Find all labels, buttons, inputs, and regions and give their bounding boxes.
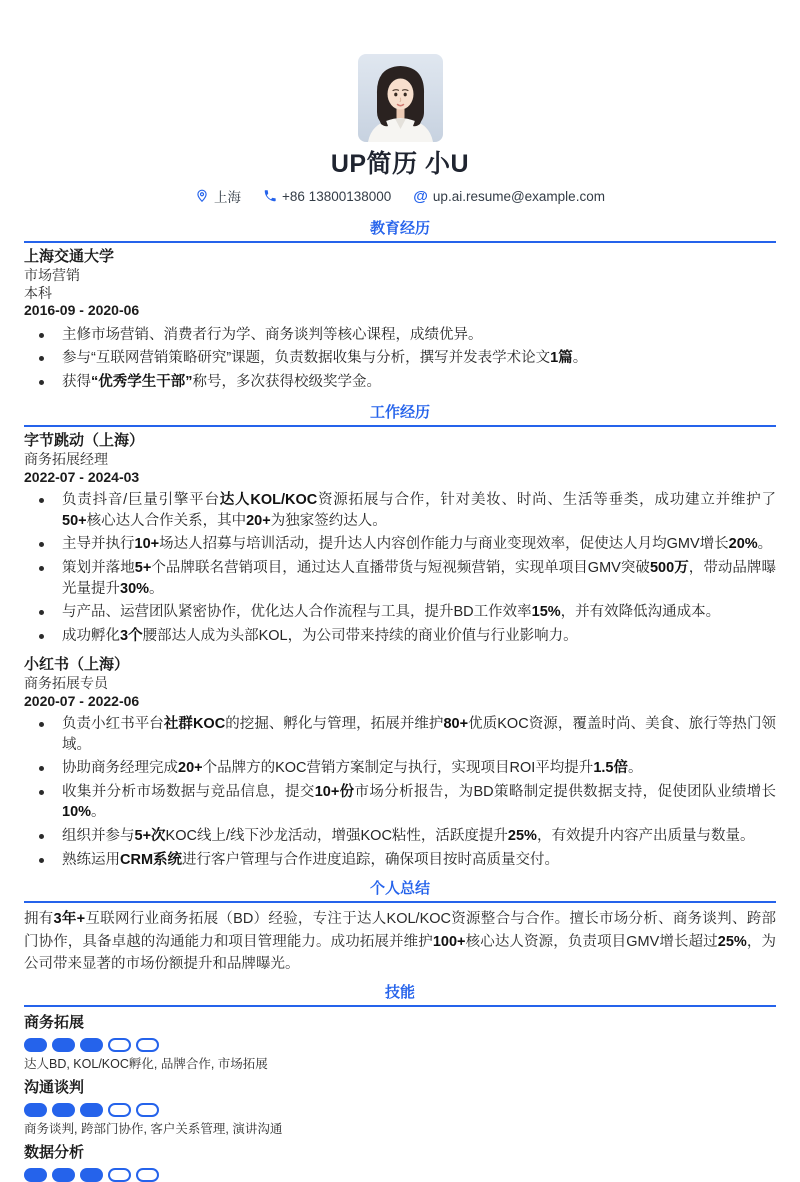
job-entry [24, 432, 776, 646]
education-major: 市场营销 [24, 267, 80, 283]
candidate-name: UP简历 小U [330, 150, 470, 178]
skill-entry [24, 1144, 776, 1182]
skill-level-pill-filled [24, 1038, 47, 1052]
job-role: 商务拓展专员 [24, 675, 108, 692]
job-bullet: 协助商务经理完成20+个品牌方的KOC营销方案制定与执行，实现项目ROI平均提升1.5倍。 [24, 758, 776, 779]
skill-keywords: 商务谈判, 跨部门协作, 客户关系管理, 演讲沟通 [24, 1121, 283, 1136]
skill-level-pill-filled [80, 1168, 103, 1182]
skills-section-title: 技能 [24, 984, 776, 1007]
phone-icon [263, 189, 277, 203]
contact-row [24, 186, 776, 206]
job-bullet: 成功孵化3个腰部达人成为头部KOL，为公司带来持续的商业价值与行业影响力。 [24, 626, 776, 647]
job-role: 商务拓展经理 [24, 451, 108, 468]
contact-location [195, 186, 241, 206]
skill-name: 商务拓展 [24, 1013, 85, 1031]
skill-level-pills [24, 1168, 776, 1182]
email-icon: @ [413, 187, 428, 205]
contact-location-text: 上海 [214, 190, 242, 205]
skill-level-pills [24, 1103, 776, 1117]
section-skills [24, 984, 776, 1182]
skill-name: 沟通谈判 [24, 1078, 85, 1096]
job-company: 小红书（上海） [24, 656, 130, 674]
job-bullet: 熟练运用CRM系统进行客户管理与合作进度追踪，确保项目按时高质量交付。 [24, 850, 776, 871]
job-bullet-list [24, 714, 776, 870]
education-section-title: 教育经历 [24, 220, 776, 243]
skill-level-pill-empty [108, 1038, 131, 1052]
skill-level-pill-filled [80, 1038, 103, 1052]
skill-level-pill-filled [52, 1103, 75, 1117]
education-bullet: 参与“互联网营销策略研究”课题，负责数据收集与分析，撰写并发表学术论文1篇。 [24, 348, 776, 369]
job-period: 2022-07 - 2024-03 [24, 468, 140, 485]
job-entry [24, 656, 776, 870]
skill-level-pill-filled [52, 1168, 75, 1182]
section-education [24, 220, 776, 392]
job-bullet: 与产品、运营团队紧密协作，优化达人合作流程与工具，提升BD工作效率15%，并有效降低沟通成本。 [24, 602, 776, 623]
job-bullet: 组织并参与5+次KOC线上/线下沙龙活动，增强KOC粘性，活跃度提升25%，有效提升内容产出质量与数量。 [24, 826, 776, 847]
skill-level-pill-empty [108, 1103, 131, 1117]
skill-keywords: 达人BD, KOL/KOC孵化, 品牌合作, 市场拓展 [24, 1056, 268, 1071]
skill-entry [24, 1014, 776, 1072]
job-list [24, 432, 776, 870]
skill-level-pill-filled [80, 1103, 103, 1117]
contact-phone [263, 189, 391, 204]
job-bullet: 策划并落地5+个品牌联名营销项目，通过达人直播带货与短视频营销，实现单项目GMV突破500万，带动品牌曝光量提升30%。 [24, 558, 776, 599]
portrait-illustration [358, 54, 443, 142]
work-section-title: 工作经历 [24, 404, 776, 427]
skill-level-pill-filled [52, 1038, 75, 1052]
skill-entry [24, 1079, 776, 1137]
education-bullet: 主修市场营销、消费者行为学、商务谈判等核心课程，成绩优异。 [24, 325, 776, 346]
contact-phone-text: +86 13800138000 [282, 188, 392, 204]
job-bullet: 收集并分析市场数据与竞品信息，提交10+份市场分析报告，为BD策略制定提供数据支持，促使团队业绩增长10%。 [24, 782, 776, 823]
skill-level-pill-empty [108, 1168, 131, 1182]
education-period: 2016-09 - 2020-06 [24, 302, 140, 318]
summary-paragraph: 拥有3年+互联网行业商务拓展（BD）经验，专注于达人KOL/KOC资源整合与合作。擅长市场分析、商务谈判、跨部门协作，具备卓越的沟通能力和项目管理能力。成功拓展并维护100+核心达人资源，负责项目GMV增长超过25%，为公司带来显著的市场份额提升和品牌曝光。 [24, 911, 777, 973]
job-company: 字节跳动（上海） [24, 432, 145, 450]
location-icon [195, 189, 209, 203]
job-period: 2020-07 - 2022-06 [24, 692, 140, 709]
education-degree: 本科 [24, 284, 52, 301]
education-school: 上海交通大学 [24, 248, 115, 266]
skill-level-pills [24, 1038, 776, 1052]
skill-level-pill-filled [24, 1103, 47, 1117]
summary-section-title: 个人总结 [24, 880, 776, 903]
skill-level-pill-empty [136, 1103, 159, 1117]
job-bullet: 负责抖音/巨量引擎平台达人KOL/KOC资源拓展与合作，针对美妆、时尚、生活等垂类，成功建立并维护了50+核心达人合作关系，其中20+为独家签约达人。 [24, 490, 776, 531]
skill-level-pill-empty [136, 1168, 159, 1182]
skill-list [24, 1014, 776, 1182]
profile-photo [358, 54, 443, 142]
contact-email [413, 189, 605, 204]
job-bullet-list [24, 490, 776, 646]
section-work [24, 404, 776, 870]
skill-level-pill-empty [136, 1038, 159, 1052]
job-bullet: 主导并执行10+场达人招募与培训活动，提升达人内容创作能力与商业变现效率，促使达人月均GMV增长20%。 [24, 534, 776, 555]
skill-level-pill-filled [24, 1168, 47, 1182]
education-bullet-list [24, 325, 776, 393]
job-bullet: 负责小红书平台社群KOC的挖掘、孵化与管理，拓展并维护80+优质KOC资源，覆盖时尚、美食、旅行等热门领域。 [24, 714, 776, 755]
skill-name: 数据分析 [24, 1143, 85, 1161]
contact-email-text: up.ai.resume@example.com [432, 188, 605, 204]
education-bullet: 获得“优秀学生干部”称号，多次获得校级奖学金。 [24, 372, 776, 393]
section-summary [24, 880, 776, 976]
